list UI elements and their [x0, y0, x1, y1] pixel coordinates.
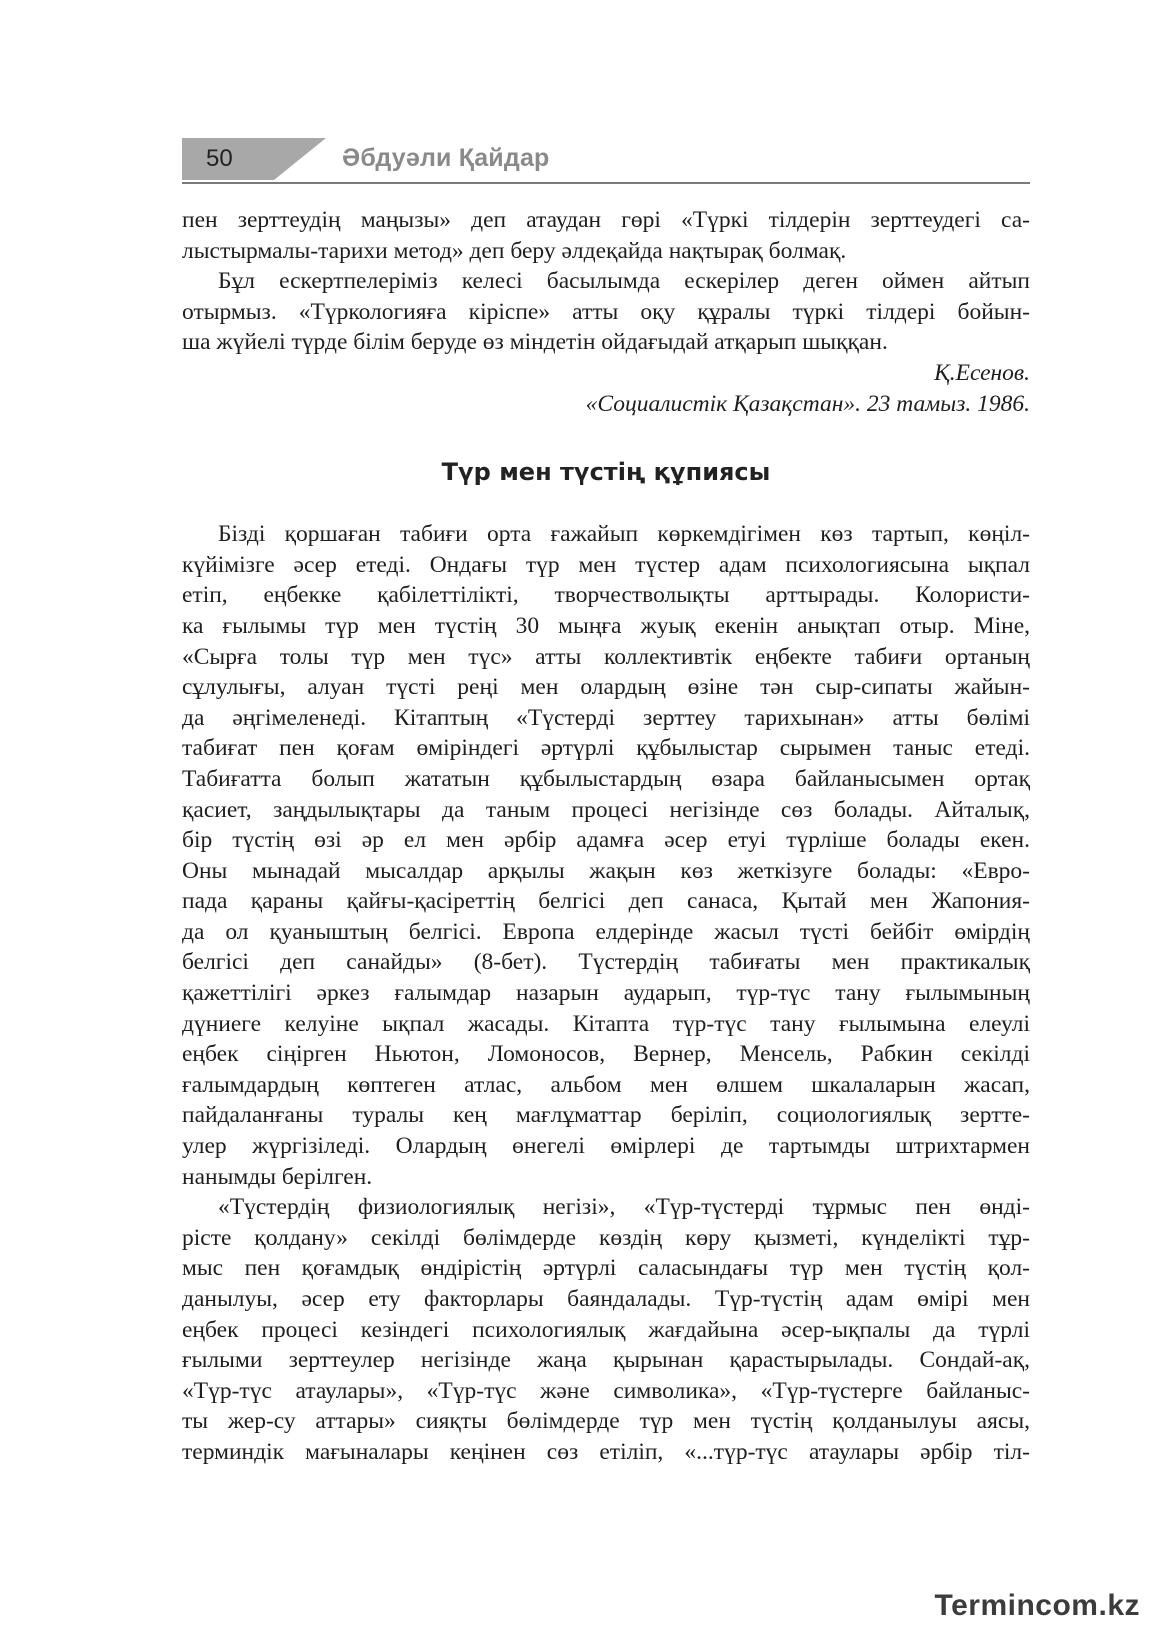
text-line: етіп, еңбекке қабілеттілікті, творчестволықты арттырады. Колористи-: [182, 582, 1030, 609]
text-line: да әңгімеленеді. Кітаптың «Түстерді зерттеу тарихынан» атты бөлімі: [182, 704, 1030, 731]
text-line: еңбек процесі кезіндегі психологиялық жағдайына әсер-ықпалы да түрлі: [182, 1316, 1030, 1343]
text-line: улер жүргізіледі. Олардың өнегелі өмірлері де тартымды штрихтармен: [182, 1133, 1030, 1160]
text-line: ғылыми зерттеулер негізінде жаңа қырынан қарастырылады. Сондай-ақ,: [182, 1347, 1030, 1374]
text-line: дүниеге келуіне ықпал жасады. Кітапта түр-түс тану ғылымына елеулі: [182, 1010, 1030, 1037]
header-rule: [182, 182, 1030, 184]
text-line: табиғат пен қоғам өміріндегі әртүрлі құбылыстар сырымен таныс етеді.: [182, 735, 1030, 762]
text-line: отырмыз. «Түркологияға кіріспе» атты оқу құралы түркі тілдері бойын-: [182, 298, 1030, 325]
review-paragraph-1: [182, 519, 1030, 1192]
text-line: Табиғатта болып жататын құбылыстардың өзара байланысымен ортақ: [182, 765, 1030, 792]
text-line: да ол қуаныштың белгісі. Европа елдерінде жасыл түсті бейбіт өмірдің: [182, 918, 1030, 945]
text-line: ша жүйелі түрде білім беруде өз міндетін ойдағыдай атқарып шыққан.: [182, 329, 888, 356]
page-body: [182, 205, 1030, 1468]
page-number: 50: [182, 138, 274, 180]
text-line: пен зерттеудің маңызы» деп атаудан гөрі «Түркі тілдерін зерттеудегі са-: [182, 207, 1030, 233]
text-line: Бізді қоршаған табиғи орта ғажайып көркемдігімен көз тартып, көңіл-: [218, 521, 1030, 548]
signature-source: «Социалистік Қазақстан». 23 тамыз. 1986.: [585, 390, 1030, 417]
text-line: мыс пен қоғамдық өндірістің әртүрлі саласындағы түр мен түстің қол-: [182, 1255, 1030, 1282]
text-line: терминдік мағыналары кеңінен сөз етіліп, «...түр-түс атаулары әрбір тіл-: [182, 1438, 1030, 1465]
section-title: Түр мен түстің құпиясы: [441, 458, 771, 487]
signature-name: Қ.Есенов.: [934, 359, 1030, 386]
header-author: Әбдуәли Қайдар: [342, 144, 550, 172]
text-line: қажеттілігі әркез ғалымдар назарын аударып, түр-түс тану ғылымының: [182, 980, 1030, 1007]
text-line: «Сырға толы түр мен түс» атты коллективтік еңбекте табиғи ортаның: [182, 643, 1030, 670]
text-line: күйімізге әсер етеді. Ондағы түр мен түстер адам психологиясына ықпал: [182, 551, 1030, 578]
text-line: нанымды берілген.: [182, 1163, 373, 1190]
text-line: пада қараны қайғы-қасіреттің белгісі деп санаса, Қытай мен Жапония-: [182, 888, 1030, 915]
text-line: еңбек сіңірген Ньютон, Ломоносов, Вернер, Менсель, Рабкин секілді: [182, 1041, 1030, 1068]
text-line: лыстырмалы-тарихи метод» деп беру әлдеқайда нақтырақ болмақ.: [182, 237, 847, 264]
text-line: ты жер-су аттары» сияқты бөлімдерде түр мен түстің қолданылуы аясы,: [182, 1408, 1030, 1435]
running-header: [182, 138, 1030, 186]
text-line: ғалымдардың көптеген атлас, альбом мен өлшем шкалаларын жасап,: [182, 1071, 1030, 1098]
text-line: рісте қолдану» секілді бөлімдерде көздің көру қызметі, күнделікті тұр-: [182, 1224, 1030, 1251]
review-paragraph-2: [182, 1192, 1030, 1467]
text-line: қасиет, заңдылықтары да таным процесі негізінде сөз болады. Айталық,: [182, 796, 1030, 823]
text-line: «Түр-түс атаулары», «Түр-түс және символика», «Түр-түстерге байланыс-: [182, 1377, 1030, 1404]
intro-paragraph: [182, 205, 1030, 266]
text-line: бір түстің өзі әр ел мен әрбір адамға әсер етуі түрліше болады екен.: [182, 827, 1030, 854]
text-line: Бұл ескертпелеріміз келесі басылымда ескерілер деген оймен айтып: [218, 268, 1030, 295]
watermark-logo: Termincom.kz: [934, 1589, 1140, 1622]
remark-paragraph: [182, 266, 1030, 358]
text-line: пайдаланғаны туралы кең мағлұматтар беріліп, социологиялық зертте-: [182, 1102, 1030, 1129]
text-line: данылуы, әсер ету факторлары баяндалады. Түр-түстің адам өмірі мен: [182, 1286, 1030, 1312]
text-line: белгісі деп санайды» (8-бет). Түстердің табиғаты мен практикалық: [182, 949, 1030, 976]
text-line: сұлулығы, алуан түсті реңі мен олардың өзіне тән сыр-сипаты жайын-: [182, 674, 1030, 701]
text-line: Оны мынадай мысалдар арқылы жақын көз жеткізуге болады: «Евро-: [182, 857, 1030, 884]
text-line: «Түстердің физиологиялық негізі», «Түр-түстерді тұрмыс пен өнді-: [218, 1194, 1030, 1221]
text-line: ка ғылымы түр мен түстің 30 мыңға жуық екенін анықтап отыр. Міне,: [182, 612, 1030, 639]
header-tab-wedge: [274, 138, 326, 180]
